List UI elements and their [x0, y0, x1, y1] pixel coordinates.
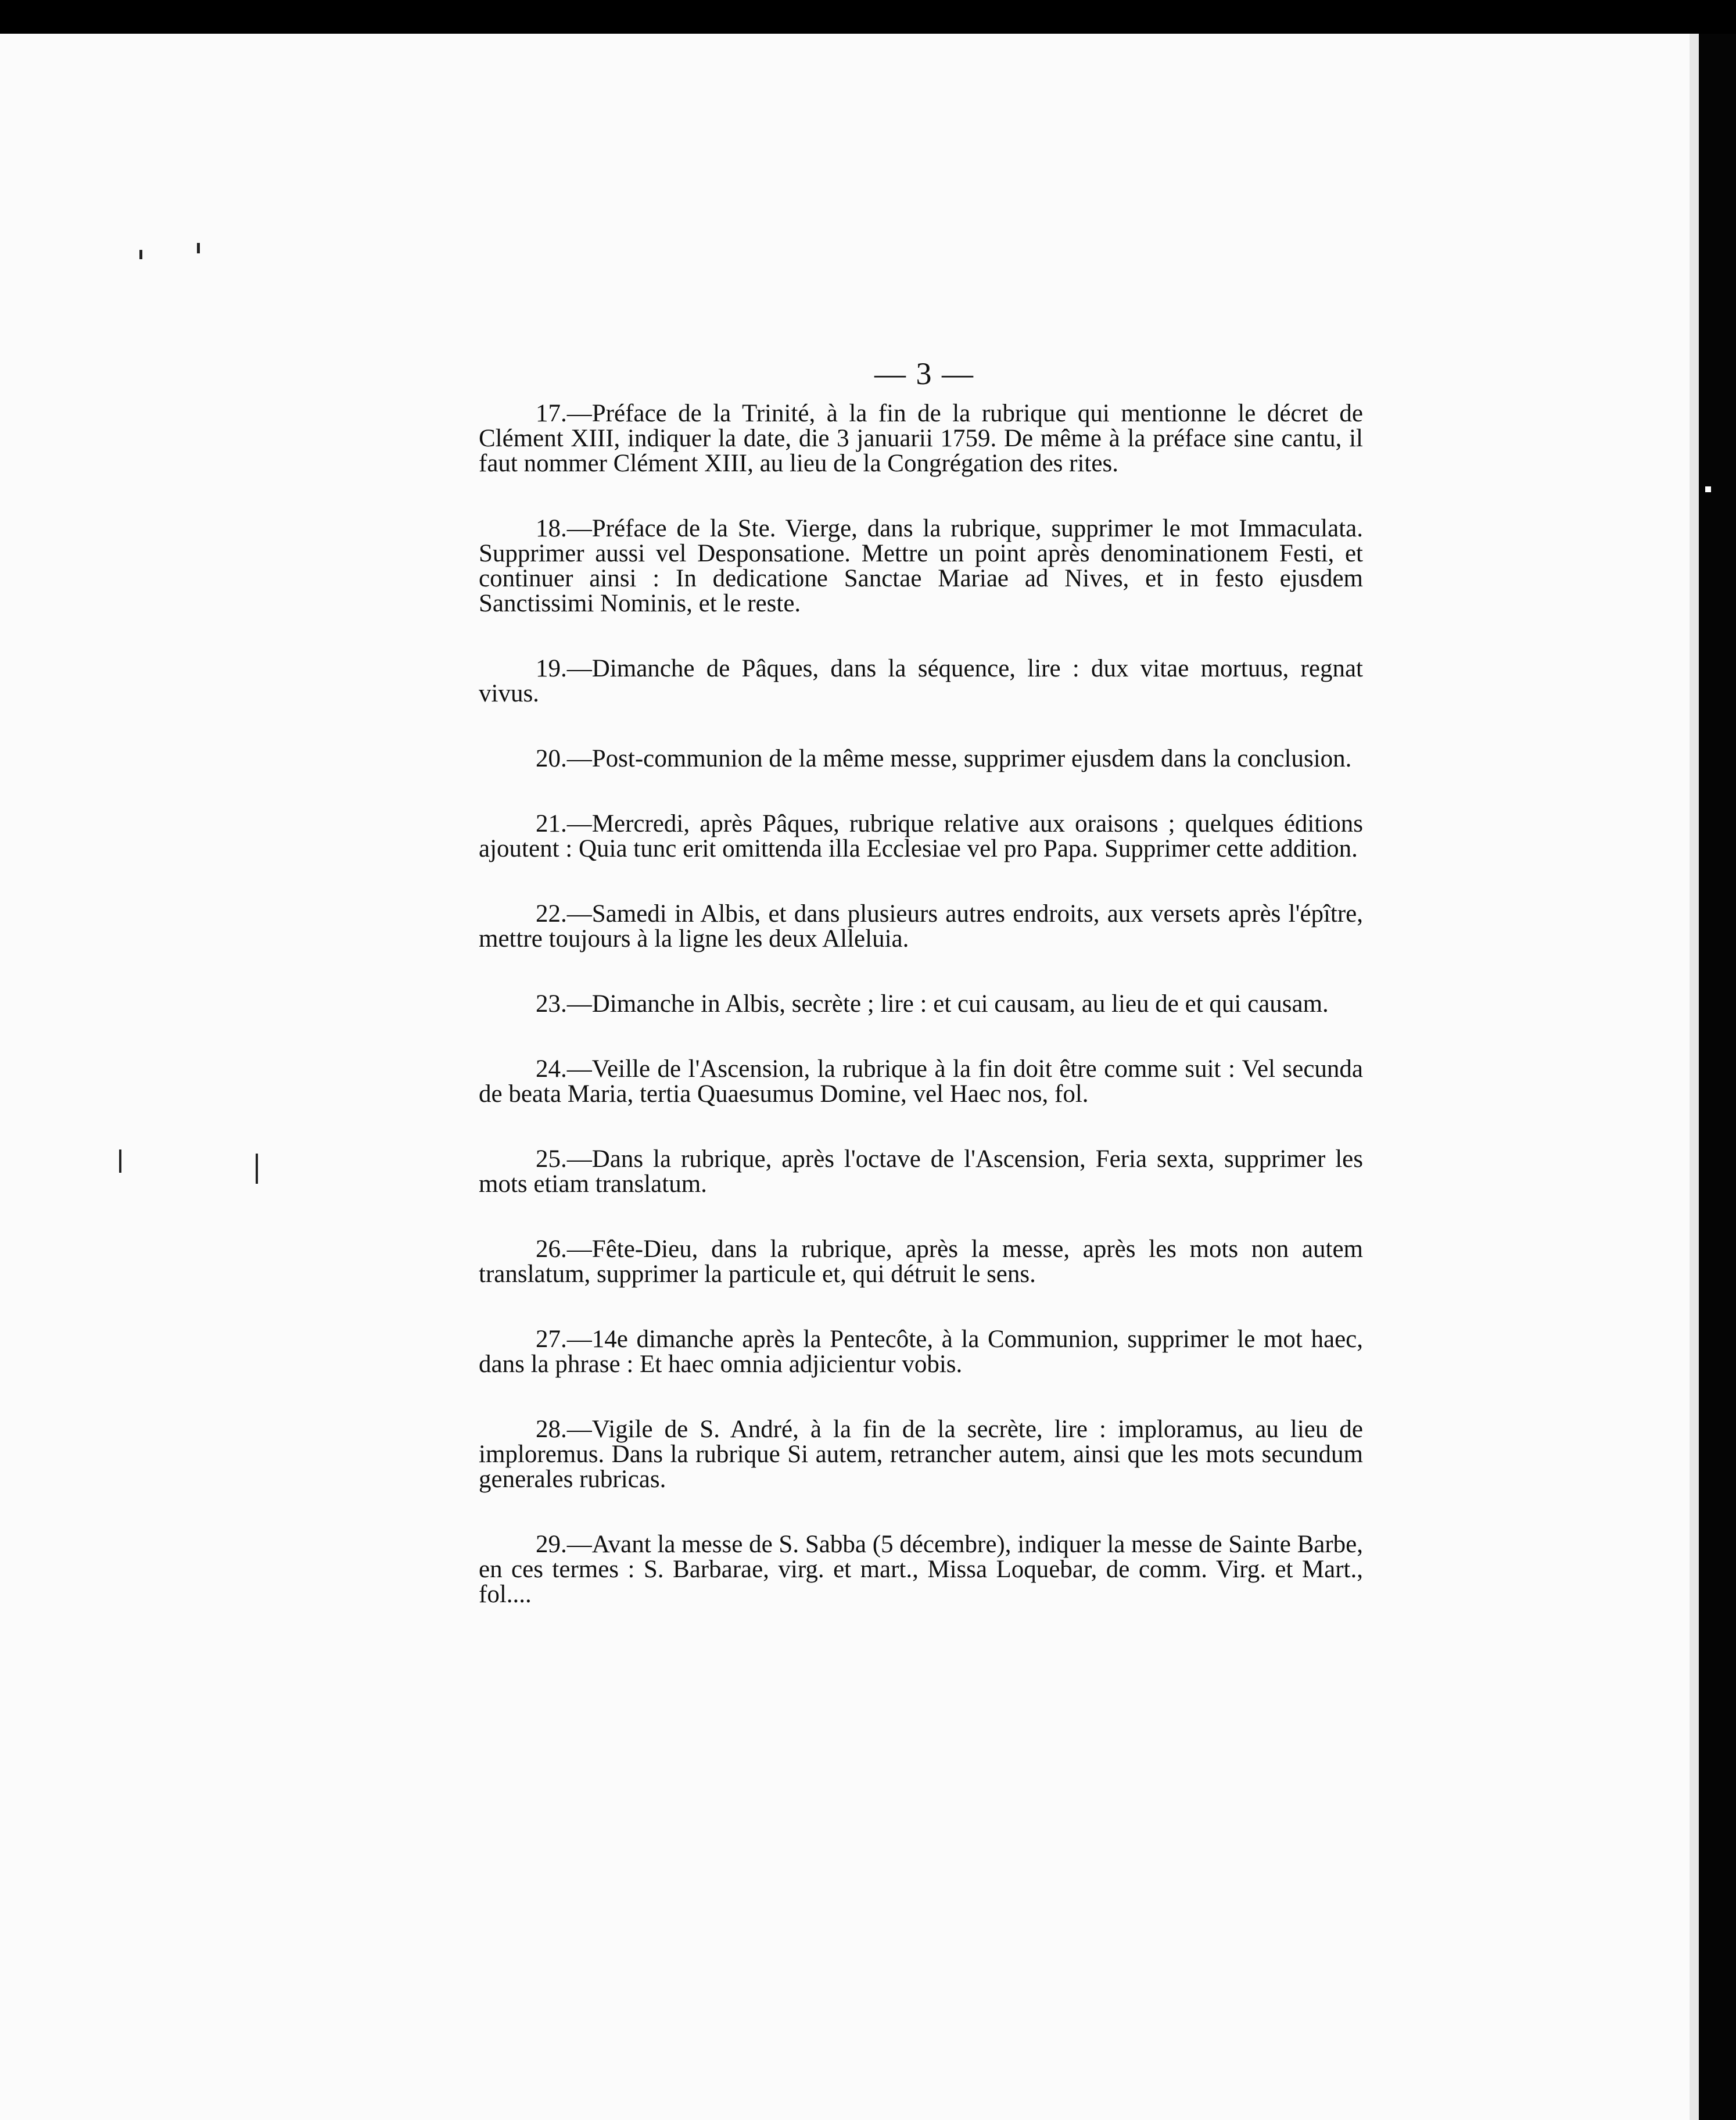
errata-item-22: 22.—Samedi in Albis, et dans plusieurs autres endroits, aux versets après l'épître, mettre toujours à la ligne les deux Alleluia. — [479, 900, 1363, 952]
scan-speck — [256, 1154, 258, 1184]
page-edge — [1690, 34, 1699, 2120]
errata-item-26: 26.—Fête-Dieu, dans la rubrique, après la messe, après les mots non autem translatum, supprimer la particule et, qui détruit le sens. — [479, 1236, 1363, 1288]
scan-speck — [1705, 486, 1711, 492]
scan-speck — [119, 1149, 121, 1173]
errata-item-19: 19.—Dimanche de Pâques, dans la séquence, lire : dux vitae mortuus, regnat vivus. — [479, 655, 1363, 707]
errata-item-25: 25.—Dans la rubrique, après l'octave de l'Ascension, Feria sexta, supprimer les mots etiam translatum. — [479, 1145, 1363, 1198]
errata-item-28: 28.—Vigile de S. André, à la fin de la secrète, lire : imploramus, au lieu de imploremus. Dans la rubrique Si autem, retrancher autem, ainsi que les mots secundum generales rubricas. — [479, 1416, 1363, 1493]
scan-speck — [139, 250, 142, 259]
scan-speck — [197, 243, 200, 253]
errata-item-27: 27.—14e dimanche après la Pentecôte, à la Communion, supprimer le mot haec, dans la phrase : Et haec omnia adjicientur vobis. — [479, 1326, 1363, 1378]
errata-item-21: 21.—Mercredi, après Pâques, rubrique relative aux oraisons ; quelques éditions ajoutent : Quia tunc erit omittenda illa Ecclesiae vel pro Papa. Supprimer cette addition. — [479, 810, 1363, 862]
scan-border — [1699, 34, 1736, 2120]
page-number: — 3 — — [874, 356, 974, 391]
errata-item-24: 24.—Veille de l'Ascension, la rubrique à la fin doit être comme suit : Vel secunda de beata Maria, tertia Quaesumus Domine, vel Haec nos, fol. — [479, 1055, 1363, 1108]
errata-item-29: 29.—Avant la messe de S. Sabba (5 décembre), indiquer la messe de Sainte Barbe, en ces termes : S. Barbarae, virg. et mart., Missa Loquebar, de comm. Virg. et Mart., fol.... — [479, 1531, 1363, 1608]
errata-item-20: 20.—Post-communion de la même messe, supprimer ejusdem dans la conclusion. — [536, 745, 1352, 772]
errata-item-18: 18.—Préface de la Ste. Vierge, dans la rubrique, supprimer le mot Immaculata. Supprimer aussi vel Desponsatione. Mettre un point après denominationem Festi, et continuer ainsi : In dedicatione Sanctae Mariae ad Nives, et in festo ejusdem Sanctissimi Nominis, et le reste. — [479, 515, 1363, 617]
errata-item-23: 23.—Dimanche in Albis, secrète ; lire : et cui causam, au lieu de et qui causam. — [536, 990, 1329, 1018]
errata-item-17: 17.—Préface de la Trinité, à la fin de la rubrique qui mentionne le décret de Clément XIII, indiquer la date, die 3 januarii 1759. De même à la préface sine cantu, il faut nommer Clément XIII, au lieu de la Congrégation des rites. — [479, 400, 1363, 477]
errata-list — [479, 401, 1363, 1647]
